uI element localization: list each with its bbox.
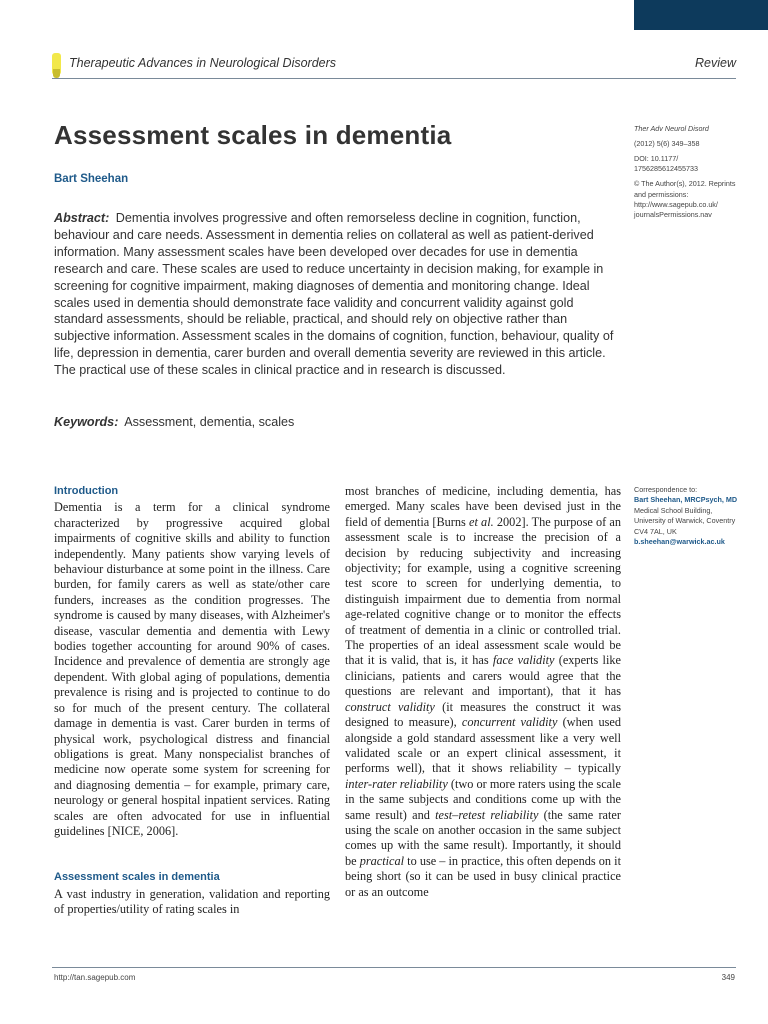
- section-heading-introduction: Introduction: [54, 485, 119, 497]
- corner-color-block: [634, 0, 768, 30]
- correspondence-label: Correspondence to:: [634, 485, 698, 494]
- article-type: Review: [695, 56, 736, 70]
- correspondence-address: Medical School Building, University of Warwick, Coventry CV4 7AL, UK: [634, 505, 736, 536]
- keywords-label: Keywords:: [54, 415, 119, 429]
- footer-rule: [52, 967, 736, 968]
- article-title: Assessment scales in dementia: [54, 120, 452, 150]
- article-meta: [634, 124, 744, 225]
- abstract: [54, 210, 616, 379]
- correspondence: [634, 485, 744, 547]
- journal-name: Therapeutic Advances in Neurological Disorders: [69, 56, 337, 70]
- volume-info: (2012) 5(6) 349–358: [634, 138, 700, 148]
- doi: DOI: 10.1177/ 1756285612455733: [634, 153, 698, 174]
- citation: Ther Adv Neurol Disord: [634, 124, 709, 133]
- journal-logo-icon: [52, 53, 61, 75]
- right-column-paragraph: most branches of medicine, including dementia, has emerged. Many scales have been devised just in the field of dementia [Burns et al. 2002]. The purpose of an assessment scale is to increase the precision of a decision by reducing subjectivity and increasing objectivity; for example, using a cognitive screening test score to screen for underlying dementia, to distinguish impairment due to dementia from normal age-related cognitive change or to monitor the effects of treatment of dementia in a clinic or controlled trial. The properties of an ideal assessment scale would be that it is valid, that is, it has face validity (experts like clinicians, patients and carers would agree that the questions are relevant and important), that it has construct validity (it measures the construct it was designed to measure), concurrent validity (when used alongside a gold standard assessment like a very well validated scale or an expert clinical assessment, it performs well), that it shows reliability – typically inter-rater reliability (two or more raters using the scale in the same subjects and conditions come up with the same result) and test–retest reliability (the same rater using the scale on another occasion in the same subject comes up with the same result). Importantly, it should be practical to use – in practice, this often depends on it being short (so it can be used in busy clinical practice or as an outcome: [345, 484, 622, 899]
- footer-url[interactable]: http://tan.sagepub.com: [54, 973, 136, 982]
- scales-paragraph: A vast industry in generation, validation and reporting of properties/utility of rating scales in: [54, 886, 330, 917]
- keywords: [54, 415, 294, 429]
- abstract-text: Dementia involves progressive and often remorseless decline in cognition, function, behaviour and care needs. Assessment in dementia relies on collateral as well as patient-derived information. Many assessment scales have been developed over decades for use in dementia research and care. These scales are used to reduce uncertainty in decision making, for example in screening for cognitive impairment, making diagnoses of dementia and monitoring change. Ideal scales used in dementia should demonstrate face validity and concurrent validity against gold standard assessments, should be reliable, practical, and should rely on objective rather than subjective information. Assessment scales in the domains of cognition, function, behaviour, quality of life, depression in dementia, carer burden and overall dementia severity are reviewed in this article. The practical use of these scales in clinical practice and in research is discussed.: [54, 211, 614, 378]
- page-number: 349: [721, 973, 735, 982]
- intro-paragraph: Dementia is a term for a clinical syndrome characterized by progressive acquired global impairments of cognitive skills and ability to function independently. Many patients show varying levels of behaviour disturbance at some point in the illness. Care burden, for family carers as well as state/other care funders, increases as the condition progresses. The syndrome is caused by many diseases, with Alzheimer's disease, vascular dementia and dementia with Lewy bodies together accounting for around 90% of cases. Incidence and prevalence of dementia are strongly age dependent. With global aging of populations, dementia prevalence is rising and is projected to continue to do so for much of the present century. The collateral damage in dementia is vast. Carer burden in terms of physical work, psychological distress and financial obligations is great. Many nonspecialist branches of medicine now operate some system for screening for and diagnosing dementia – for example, primary care, neurology or general hospital inpatient services. Rating scales are often advocated for use in influential guidelines [NICE, 2006].: [54, 500, 330, 838]
- journal-header: [52, 50, 736, 79]
- section-heading-assessment-scales: Assessment scales in dementia: [54, 871, 220, 884]
- copyright: © The Author(s), 2012. Reprints and permissions: http://www.sagepub.co.uk/ journalsPermissions.nav: [634, 179, 736, 220]
- author-name: Bart Sheehan: [54, 173, 129, 185]
- body-column-right: [345, 484, 621, 900]
- correspondence-name: Bart Sheehan, MRCPsych, MD: [634, 495, 738, 505]
- keywords-text: Assessment, dementia, scales: [124, 415, 295, 429]
- correspondence-email[interactable]: b.sheehan@warwick.ac.uk: [634, 537, 725, 547]
- body-column-left: [54, 484, 330, 918]
- abstract-label: Abstract:: [54, 211, 110, 225]
